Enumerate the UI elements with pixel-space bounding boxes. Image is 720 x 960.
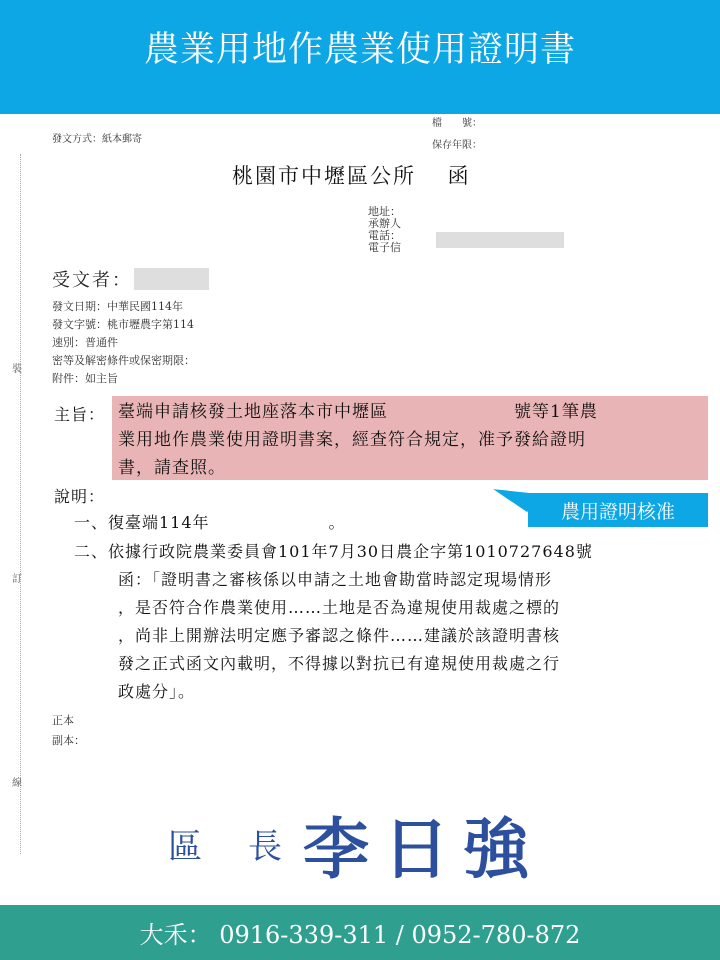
attachment: 附件：如主旨 <box>52 372 118 385</box>
retention-period: 保存年限： <box>432 140 482 151</box>
document-meta <box>52 298 195 388</box>
subject-line: 臺端申請核發土地座落本市中壢區 號等1筆農 <box>118 402 598 422</box>
address-line: 地址： <box>368 205 401 218</box>
margin-mark-2: 訂 <box>12 574 22 585</box>
subject-text <box>118 398 708 482</box>
agency-heading: 桃園市中壢區公所 函 <box>232 164 471 188</box>
contact-footer <box>0 905 720 960</box>
item-2-line: 發之正式函文內載明，不得據以對抗已有違規使用裁處之行 <box>118 654 561 673</box>
phone-line: 電話： <box>368 229 401 242</box>
title-banner <box>0 0 720 114</box>
explanation-label: 說明： <box>54 487 106 506</box>
cc-copy: 副本： <box>52 734 85 747</box>
page-title: 農業用地作農業使用證明書 <box>143 30 576 70</box>
send-method: 發文方式：紙本郵寄 <box>52 134 142 145</box>
approval-callout: 農用證明核准 <box>528 493 708 527</box>
signer-title: 區 長 <box>168 827 288 867</box>
margin-mark-1: 裝 <box>12 364 22 375</box>
item-2-line: 函：「證明書之審核係以申請之土地會勘當時認定現場情形 <box>118 570 553 589</box>
document-number: 發文字號：桃市壢農字第114 <box>52 318 194 331</box>
item-2-line: 二、依據行政院農業委員會101年7月30日農企字第1010727648號 <box>74 542 593 561</box>
cc-original: 正本 <box>52 714 74 727</box>
signer-name: 李日強 <box>303 810 544 888</box>
signature-block <box>168 796 543 891</box>
send-date: 發文日期：中華民國114年 <box>52 300 183 313</box>
document-scan <box>0 114 720 905</box>
address-block <box>368 206 401 254</box>
binding-line <box>20 154 21 854</box>
item-2-line: 政處分」。 <box>118 682 196 701</box>
redaction-contact <box>436 232 564 248</box>
subject-line: 書，請查照。 <box>118 458 226 478</box>
margin-mark-3: 線 <box>12 778 22 789</box>
handler-line: 承辦人 <box>368 217 401 230</box>
urgency: 速別：普通件 <box>52 336 118 349</box>
redaction-recipient <box>134 268 209 290</box>
file-number: 檔 號： <box>432 118 482 129</box>
confidentiality: 密等及解密條件或保密期限： <box>52 354 195 367</box>
subject-line: 業用地作農業使用證明書案，經查符合規定，准予發給證明 <box>118 430 586 450</box>
contact-text: 大禾： 0916-339-311 / 0952-780-872 <box>139 921 581 949</box>
item-2-line: ，尚非上開辦法明定應予審認之條件……建議於該證明書核 <box>118 626 561 645</box>
explanation-item-1: 一、復臺端114年 。 <box>74 513 346 532</box>
item-2-line: ，是否符合作農業使用……土地是否為違規使用裁處之標的 <box>118 598 561 617</box>
recipient-label: 受文者： <box>52 270 132 291</box>
subject-label: 主旨： <box>54 405 106 424</box>
explanation-item-2 <box>74 538 704 706</box>
email-line: 電子信 <box>368 241 401 254</box>
